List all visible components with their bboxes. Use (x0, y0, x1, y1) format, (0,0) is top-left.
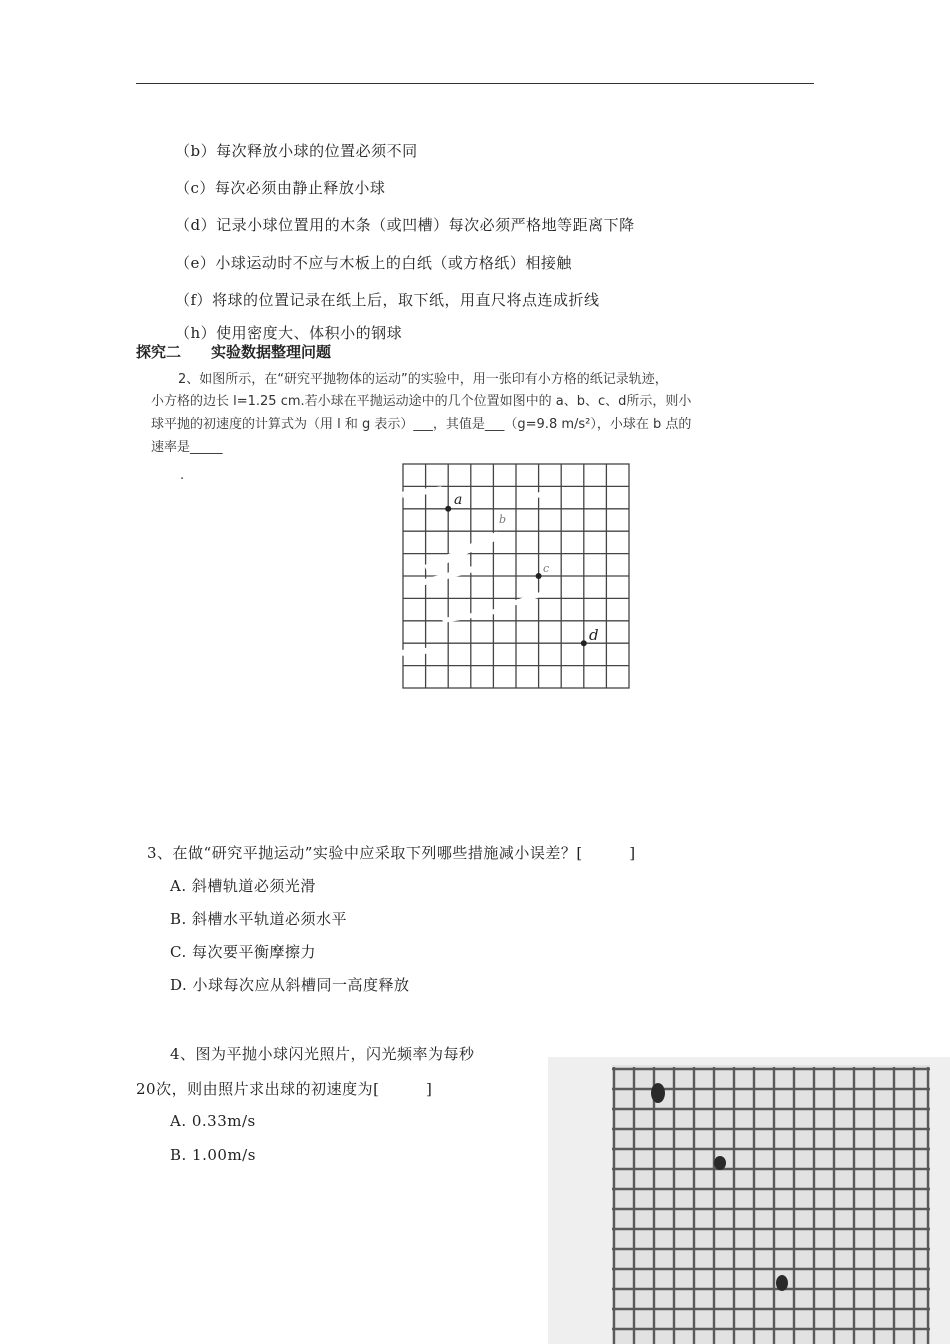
q2-dot: . (180, 468, 185, 483)
q3-question: 3、在做“研究平抛运动”实验中应采取下列哪些措施减小误差？[ ] (147, 844, 636, 862)
flash-photo-figure (548, 1057, 950, 1344)
scan-noise (402, 486, 552, 656)
point-a-label: a (454, 492, 463, 508)
point-c-label: c (543, 562, 550, 575)
point-c (536, 573, 542, 579)
q4-line-2: 20次，则由照片求出球的初速度为[ ] (136, 1080, 433, 1098)
q2-line-2: 小方格的边长 l=1.25 cm.若小球在平抛运动途中的几个位置如图中的 a、b、c、d所示，则小 (151, 394, 692, 409)
q4-option-a: A. 0.33m/s (170, 1112, 256, 1130)
q1-option-c: （c）每次必须由静止释放小球 (175, 179, 386, 197)
q2-line-3: 球平抛的初速度的计算式为（用 l 和 g 表示）___，其值是___（g=9.8 m/s²），小球在 b 点的 (151, 417, 692, 432)
q2-line-4: 速率是_____ (151, 440, 223, 455)
q1-option-b: （b）每次释放小球的位置必须不同 (175, 142, 418, 160)
point-d-label: d (589, 626, 599, 644)
q1-option-e: （e）小球运动时不应与木板上的白纸（或方格纸）相接触 (175, 254, 572, 272)
ball-position-3 (776, 1275, 788, 1291)
q1-option-d: （d）记录小球位置用的木条（或凹槽）每次必须严格地等距离下降 (175, 216, 635, 234)
point-b-label: b (499, 513, 507, 526)
q4-option-b: B. 1.00m/s (170, 1146, 256, 1164)
trajectory-grid-figure (402, 463, 632, 691)
q1-option-f: （f）将球的位置记录在纸上后，取下纸，用直尺将点连成折线 (175, 291, 600, 309)
q3-option-a: A. 斜槽轨道必须光滑 (170, 877, 316, 895)
q3-option-c: C. 每次要平衡摩擦力 (170, 943, 316, 961)
q1-option-h: （h）使用密度大、体积小的钢球 (175, 324, 403, 342)
q3-option-d: D. 小球每次应从斜槽同一高度释放 (170, 976, 410, 994)
ball-position-2 (714, 1156, 726, 1170)
point-d (581, 640, 587, 646)
q3-option-b: B. 斜槽水平轨道必须水平 (170, 910, 348, 928)
section-subtitle: 实验数据整理问题 (211, 343, 332, 361)
q4-line-1: 4、图为平抛小球闪光照片，闪光频率为每秒 (170, 1045, 475, 1063)
section-title: 探究二 (136, 343, 182, 361)
q2-line-1: 2、如图所示，在“研究平抛物体的运动”的实验中，用一张印有小方格的纸记录轨迹， (178, 372, 668, 387)
header-rule (136, 83, 814, 84)
ball-position-1 (651, 1083, 665, 1103)
point-a (445, 506, 451, 512)
